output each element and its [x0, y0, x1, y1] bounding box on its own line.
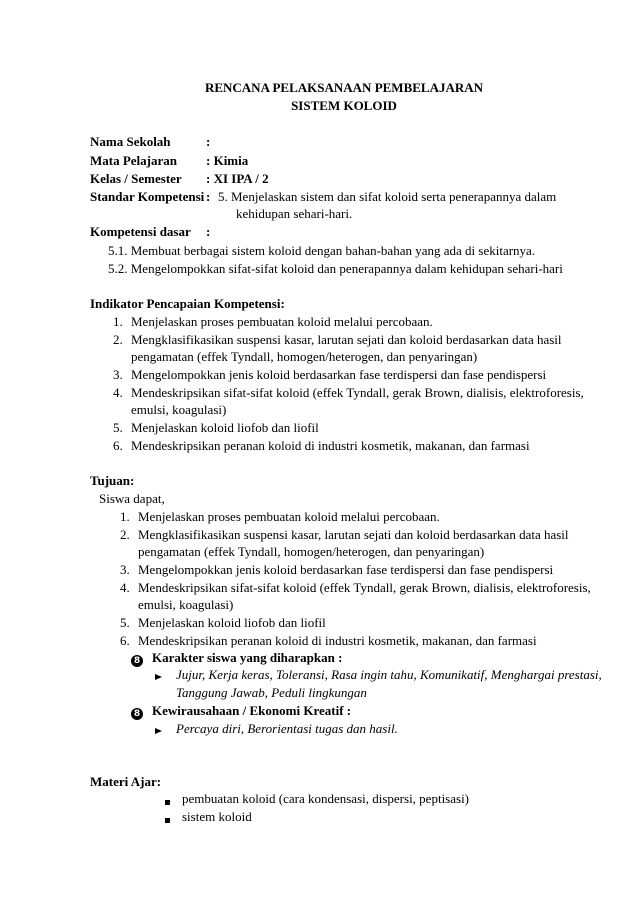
kewirausahaan-values: Percaya diri, Berorientasi tugas dan hasil.	[176, 721, 398, 736]
list-number: 3.	[120, 562, 130, 577]
indikator-item: Mengelompokkan jenis koloid berdasarkan fase terdispersi dan fase pendispersi	[131, 367, 547, 382]
kompetensi-dasar-item: 5.2. Mengelompokkan sifat-sifat koloid dan penerapannya dalam kehidupan sehari-hari	[108, 261, 563, 276]
karakter-values: Jujur, Kerja keras, Toleransi, Rasa ingin tahu, Komunikatif, Menghargai prestasi,	[176, 667, 602, 682]
indikator-item-cont: pengamatan (effek Tyndall, homogen/heterogen, dan penyaringan)	[131, 349, 478, 364]
nama-sekolah-label: Nama Sekolah	[90, 134, 171, 149]
standar-kompetensi-line1: 5. Menjelaskan sistem dan sifat koloid serta penerapannya dalam	[218, 189, 557, 204]
circle-bullet-icon	[131, 650, 143, 668]
tujuan-intro: Siswa dapat,	[99, 491, 165, 506]
tujuan-heading: Tujuan:	[90, 473, 135, 488]
list-number: 1.	[113, 314, 123, 329]
tujuan-item: Mengklasifikasikan suspensi kasar, larutan sejati dan koloid berdasarkan data hasil	[138, 527, 569, 542]
mata-pelajaran-label: Mata Pelajaran	[90, 153, 178, 168]
list-number: 5.	[120, 615, 130, 630]
document-title: RENCANA PELAKSANAAN PEMBELAJARAN	[204, 80, 484, 95]
standar-kompetensi-line2: kehidupan sehari-hari.	[236, 206, 353, 221]
list-number: 3.	[113, 367, 123, 382]
circle-bullet-icon	[131, 703, 143, 721]
karakter-label: Karakter siswa yang diharapkan :	[152, 650, 343, 665]
indikator-item: Mengklasifikasikan suspensi kasar, larutan sejati dan koloid berdasarkan data hasil	[131, 332, 562, 347]
standar-kompetensi-label: Standar Kompetensi	[90, 189, 205, 204]
kompetensi-dasar-colon: :	[206, 224, 211, 239]
square-bullet-icon	[165, 792, 170, 810]
tujuan-item: Mendeskripsikan peranan koloid di industri kosmetik, makanan, dan farmasi	[138, 633, 537, 648]
indikator-item: Mendeskripsikan peranan koloid di industri kosmetik, makanan, dan farmasi	[131, 438, 530, 453]
kelas-semester-value: : XI IPA / 2	[206, 171, 269, 186]
list-number: 5.	[113, 420, 123, 435]
list-number: 6.	[120, 633, 130, 648]
tujuan-item: Menjelaskan koloid liofob dan liofil	[138, 615, 326, 630]
document-subtitle: SISTEM KOLOID	[291, 98, 397, 113]
indikator-heading: Indikator Pencapaian Kompetensi:	[90, 296, 285, 311]
tujuan-item: Menjelaskan proses pembuatan koloid melalui percobaan.	[138, 509, 440, 524]
list-number: 4.	[120, 580, 130, 595]
list-number: 2.	[113, 332, 123, 347]
materi-item: sistem koloid	[182, 809, 252, 824]
kompetensi-dasar-label: Kompetensi dasar	[90, 224, 191, 239]
square-bullet-icon	[165, 810, 170, 828]
tujuan-item-cont: emulsi, koagulasi)	[138, 597, 234, 612]
circle-eight-icon: 8	[131, 655, 143, 667]
mata-pelajaran-value: : Kimia	[206, 153, 249, 168]
wedge-bullet-icon	[155, 721, 162, 739]
materi-item: pembuatan koloid (cara kondensasi, dispersi, peptisasi)	[182, 791, 470, 806]
list-number: 2.	[120, 527, 130, 542]
kelas-semester-label: Kelas / Semester	[90, 171, 182, 186]
materi-heading: Materi Ajar:	[90, 774, 162, 789]
tujuan-item-cont: pengamatan (effek Tyndall, homogen/heterogen, dan penyaringan)	[138, 544, 485, 559]
standar-kompetensi-colon: :	[206, 189, 211, 204]
karakter-values-cont: Tanggung Jawab, Peduli lingkungan	[176, 685, 367, 700]
list-number: 4.	[113, 385, 123, 400]
nama-sekolah-value: :	[206, 134, 211, 149]
kompetensi-dasar-item: 5.1. Membuat berbagai sistem koloid dengan bahan-bahan yang ada di sekitarnya.	[108, 243, 536, 258]
circle-eight-icon: 8	[131, 708, 143, 720]
indikator-item: Menjelaskan koloid liofob dan liofil	[131, 420, 319, 435]
tujuan-item: Mendeskripsikan sifat-sifat koloid (effek Tyndall, gerak Brown, dialisis, elektroforesis,	[138, 580, 591, 595]
list-number: 6.	[113, 438, 123, 453]
tujuan-item: Mengelompokkan jenis koloid berdasarkan fase terdispersi dan fase pendispersi	[138, 562, 554, 577]
indikator-item: Menjelaskan proses pembuatan koloid melalui percobaan.	[131, 314, 433, 329]
list-number: 1.	[120, 509, 130, 524]
indikator-item-cont: emulsi, koagulasi)	[131, 402, 227, 417]
wedge-bullet-icon	[155, 667, 162, 685]
kewirausahaan-label: Kewirausahaan / Ekonomi Kreatif :	[152, 703, 352, 718]
indikator-item: Mendeskripsikan sifat-sifat koloid (effek Tyndall, gerak Brown, dialisis, elektroforesis,	[131, 385, 584, 400]
